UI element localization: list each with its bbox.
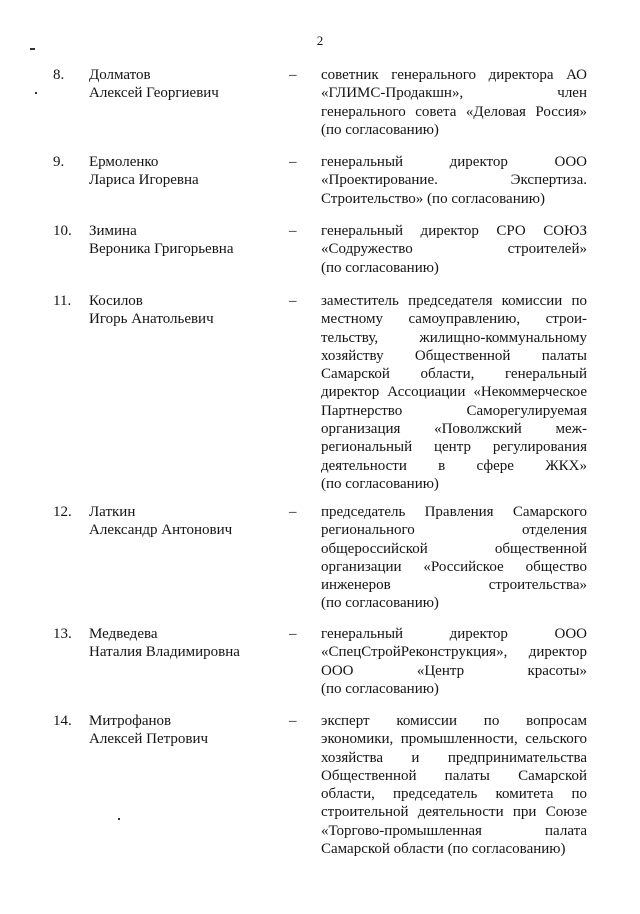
- position-line: генеральный директор ООО: [321, 626, 587, 642]
- member-given-name: Алексей Георгиевич: [89, 85, 219, 102]
- member-name: [89, 712, 208, 749]
- position-line: инженеров строительства»: [321, 577, 587, 594]
- position-line: Самарской области (по согласованию): [321, 841, 566, 858]
- entry-number: 9.: [53, 154, 65, 170]
- position-line: «ГЛИМС-Продакшн», член: [321, 85, 587, 102]
- position-line: Строительство» (по согласованию): [321, 190, 545, 207]
- position-line: организации «Российское общество: [321, 558, 587, 575]
- member-surname: Митрофанов: [89, 713, 172, 729]
- position-line: генеральный директор ООО: [321, 154, 587, 170]
- member-name: [89, 222, 234, 259]
- position-line: региональный центр регулирования: [321, 439, 587, 456]
- member-position: [321, 153, 587, 208]
- member-position: [321, 66, 587, 139]
- member-surname: Долматов: [89, 67, 151, 83]
- entry-dash: –: [289, 626, 297, 642]
- position-line: хозяйства и предпринимательства: [321, 749, 587, 766]
- position-line: советник генерального директора АО: [321, 67, 587, 83]
- position-line: экономики, промышленности, сельского: [321, 731, 587, 748]
- position-line: регионального отделения: [321, 522, 587, 539]
- member-position: [321, 625, 587, 698]
- position-line: генеральный директор СРО СОЮЗ: [321, 223, 587, 239]
- position-line: организация «Поволжский меж-: [321, 421, 587, 438]
- member-given-name: Игорь Анатольевич: [89, 311, 214, 328]
- entry-dash: –: [289, 504, 297, 520]
- entry-dash: –: [289, 67, 297, 83]
- member-name: [89, 292, 214, 329]
- member-name: [89, 66, 219, 103]
- entry-number: 13.: [53, 626, 72, 642]
- member-position: [321, 292, 587, 493]
- position-line: Самарской области, генеральный: [321, 366, 587, 383]
- member-given-name: Александр Антонович: [89, 522, 233, 539]
- member-name: [89, 503, 232, 540]
- member-surname: Косилов: [89, 293, 143, 309]
- position-line: тельству, жилищно-коммунальному: [321, 329, 587, 346]
- page-number: 2: [316, 33, 324, 48]
- position-line: строительной деятельности при Союзе: [321, 804, 587, 821]
- position-line: «Проектирование. Экспертиза.: [321, 172, 587, 189]
- member-surname: Зимина: [89, 223, 137, 239]
- member-surname: Ермоленко: [89, 154, 159, 170]
- position-line: (по согласованию): [321, 595, 439, 612]
- position-line: директор Ассоциации «Некоммерческое: [321, 384, 587, 401]
- position-line: заместитель председателя комиссии по: [321, 293, 587, 309]
- position-line: генерального совета «Деловая Россия»: [321, 103, 587, 120]
- position-line: (по согласованию): [321, 259, 439, 276]
- position-line: «СпецСтройРеконструкция», директор: [321, 644, 587, 661]
- position-line: ООО «Центр красоты»: [321, 662, 587, 679]
- position-line: Партнерство Саморегулируемая: [321, 402, 587, 419]
- member-name: [89, 625, 240, 662]
- entry-number: 8.: [53, 67, 65, 83]
- position-line: Общественной палаты Самарской: [321, 767, 587, 784]
- entry-number: 11.: [53, 293, 72, 309]
- member-given-name: Алексей Петрович: [89, 731, 209, 748]
- scan-speck: [118, 818, 120, 820]
- member-position: [321, 712, 587, 858]
- member-given-name: Наталия Владимировна: [89, 644, 240, 661]
- position-line: председатель Правления Самарского: [321, 504, 587, 520]
- entry-dash: –: [289, 713, 297, 729]
- position-line: области, председатель комитета по: [321, 786, 587, 803]
- entry-number: 12.: [53, 504, 72, 520]
- member-name: [89, 153, 199, 190]
- position-line: деятельности в сфере ЖКХ»: [321, 457, 587, 474]
- position-line: эксперт комиссии по вопросам: [321, 713, 587, 729]
- entry-dash: –: [289, 293, 297, 309]
- entry-number: 14.: [53, 713, 72, 729]
- member-surname: Латкин: [89, 504, 136, 520]
- position-line: (по согласованию): [321, 475, 439, 492]
- position-line: «Содружество строителей»: [321, 241, 587, 258]
- member-given-name: Вероника Григорьевна: [89, 241, 234, 258]
- entry-dash: –: [289, 223, 297, 239]
- position-line: местному самоуправлению, строи-: [321, 311, 587, 328]
- scan-speck: [35, 92, 37, 94]
- member-position: [321, 222, 587, 277]
- entry-dash: –: [289, 154, 297, 170]
- position-line: (по согласованию): [321, 121, 439, 138]
- member-position: [321, 503, 587, 613]
- position-line: хозяйству Общественной палаты: [321, 347, 587, 364]
- member-given-name: Лариса Игоревна: [89, 172, 199, 189]
- entry-number: 10.: [53, 223, 72, 239]
- position-line: (по согласованию): [321, 680, 439, 697]
- position-line: «Торгово-промышленная палата: [321, 822, 587, 839]
- scan-speck: [30, 48, 35, 50]
- position-line: общероссийской общественной: [321, 540, 587, 557]
- member-surname: Медведева: [89, 626, 158, 642]
